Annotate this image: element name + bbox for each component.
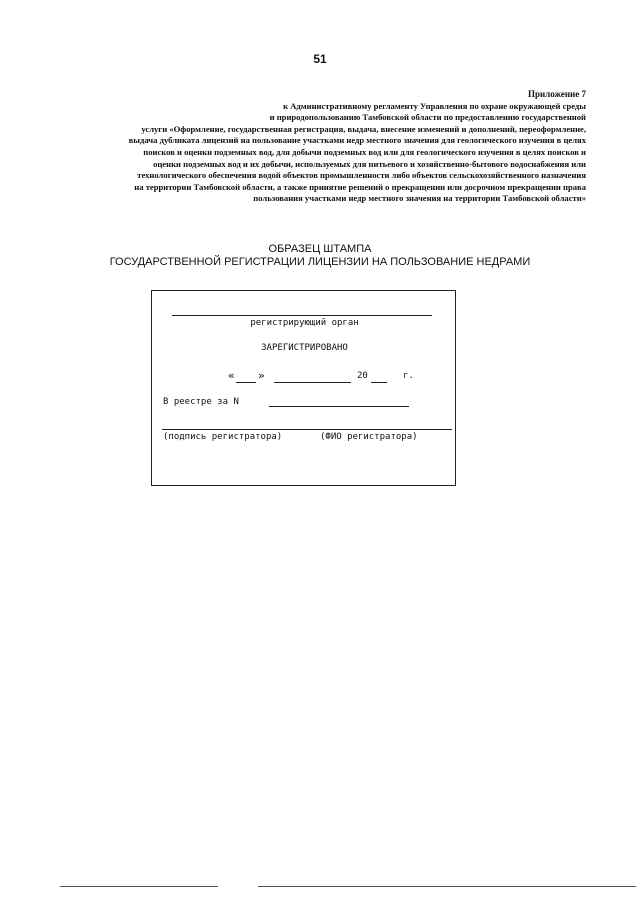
quote-open: « xyxy=(228,369,235,382)
year-blank xyxy=(371,382,387,383)
appendix-header xyxy=(26,89,586,205)
name-label: (ФИО регистратора) xyxy=(320,432,418,442)
appendix-line: к Административному регламенту Управления по охране окружающей среды xyxy=(283,100,586,111)
stamp-sample xyxy=(151,290,456,486)
footer-line-left xyxy=(60,886,218,887)
appendix-line: пользования участками недр местного значения на территории Тамбовской области» xyxy=(253,193,586,204)
day-blank xyxy=(236,382,256,383)
appendix-title: Приложение 7 xyxy=(527,89,586,99)
registering-body-label: регистрирующий орган xyxy=(250,318,359,328)
year-suffix: г. xyxy=(403,371,414,381)
heading-line-1: ОБРАЗЕЦ ШТАМПА xyxy=(268,243,372,255)
signature-line xyxy=(162,429,452,430)
appendix-line: оценки подземных вод и их добычи, используемых для питьевого и хозяйственно-бытового водоснабжения или xyxy=(153,158,586,169)
appendix-line: выдача дубликата лицензий на пользование участками недр местного значения для геологического изучения в целях xyxy=(128,135,586,146)
month-blank xyxy=(274,382,351,383)
signature-label: (подпись регистратора) xyxy=(163,432,283,442)
appendix-line: услуги «Оформление, государственная регистрация, выдача, внесение изменений и дополнений, переоформление, xyxy=(141,123,586,134)
registry-label: В реестре за N xyxy=(163,397,239,407)
appendix-line: поисков и оценки подземных вод, для добычи подземных вод или для геологического изучения в целях поисков и xyxy=(143,146,586,157)
page-number: 51 xyxy=(313,52,327,66)
footer-line-right xyxy=(258,886,636,887)
year-prefix: 20 xyxy=(357,371,368,381)
appendix-line: технологического обеспечения водой объектов промышленности либо объектов сельскохозяйственного назначения xyxy=(137,170,586,181)
registered-label: ЗАРЕГИСТРИРОВАНО xyxy=(261,343,348,353)
heading-line-2: ГОСУДАРСТВЕННОЙ РЕГИСТРАЦИИ ЛИЦЕНЗИИ НА ПОЛЬЗОВАНИЕ НЕДРАМИ xyxy=(109,255,531,268)
registering-body-line xyxy=(172,315,432,316)
appendix-line: и природопользованию Тамбовской области по предоставлению государственной xyxy=(269,112,586,123)
registry-number-blank xyxy=(269,406,409,407)
appendix-line: на территории Тамбовской области, а также принятие решений о прекращении или досрочном прекращении права xyxy=(134,181,586,192)
document-heading xyxy=(0,243,640,268)
quote-close: » xyxy=(258,369,265,382)
